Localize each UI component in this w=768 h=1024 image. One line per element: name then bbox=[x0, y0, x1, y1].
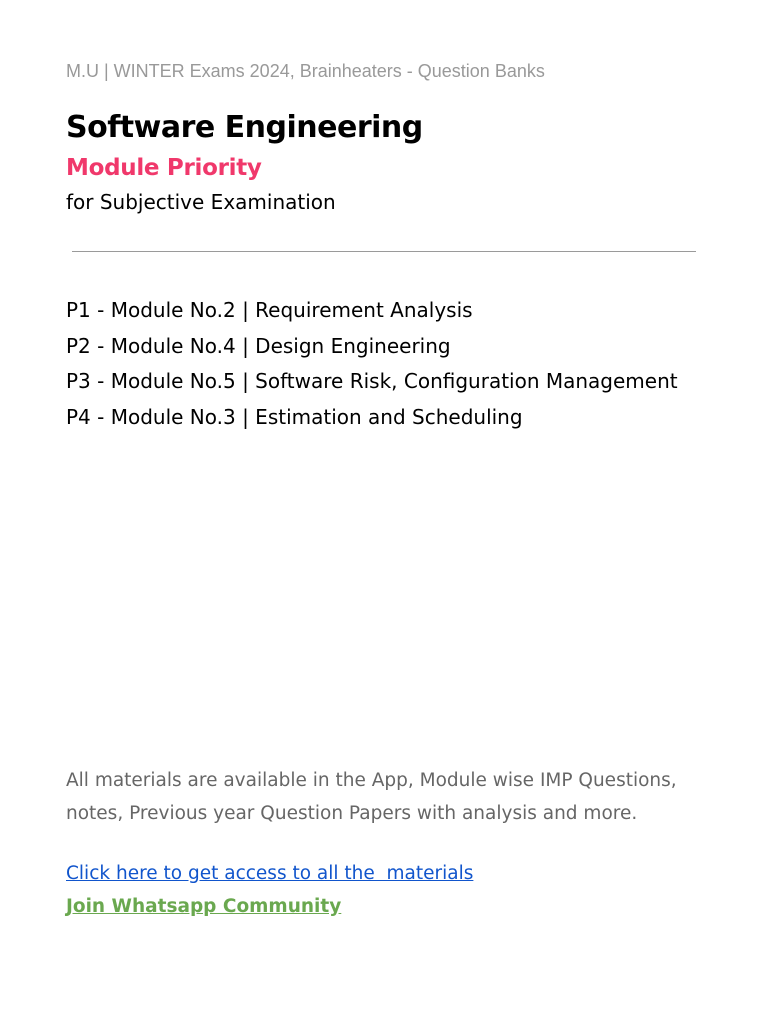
page-title: Software Engineering bbox=[66, 110, 423, 145]
section-divider bbox=[72, 251, 696, 252]
whatsapp-community-link[interactable]: Join Whatsapp Community bbox=[66, 896, 342, 917]
priority-item-p4: P4 - Module No.3 | Estimation and Scheduling bbox=[66, 404, 523, 429]
priority-item-p1: P1 - Module No.2 | Requirement Analysis bbox=[66, 298, 473, 322]
exam-header: M.U | WINTER Exams 2024, Brainheaters - Question Banks bbox=[66, 61, 545, 81]
page-tagline: for Subjective Examination bbox=[66, 190, 336, 214]
priority-item-p3: P3 - Module No.5 | Software Risk, Configuration Management bbox=[66, 369, 678, 393]
priority-item-p2: P2 - Module No.4 | Design Engineering bbox=[66, 333, 451, 358]
page-subtitle: Module Priority bbox=[66, 155, 262, 181]
materials-note: All materials are available in the App, Module wise IMP Questions, notes, Previous year Question Papers with analysis and more. bbox=[66, 770, 677, 824]
module-priority-list bbox=[66, 293, 686, 435]
materials-access-link[interactable]: Click here to get access to all the materials bbox=[66, 863, 474, 884]
